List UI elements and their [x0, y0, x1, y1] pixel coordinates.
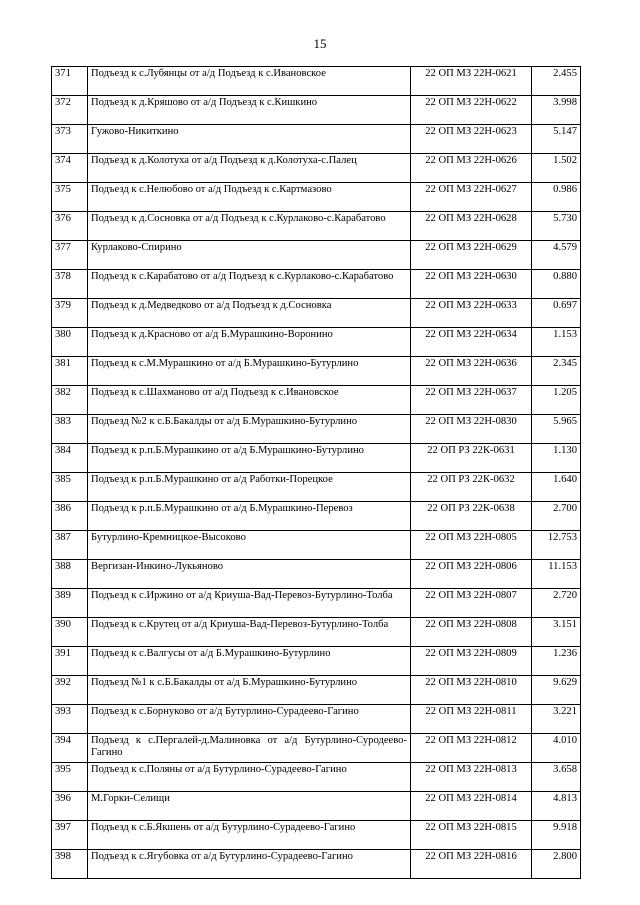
road-id-code-cell: 22 ОП МЗ 22Н-0621	[411, 67, 532, 96]
table-row	[52, 125, 581, 154]
road-length-cell: 1.502	[532, 154, 581, 183]
road-name-cell: Подъезд к д.Колотуха от а/д Подъезд к д.Колотуха-с.Палец	[88, 154, 411, 183]
road-length-cell: 3.658	[532, 763, 581, 792]
road-number-cell: 376	[52, 212, 88, 241]
road-name-cell: Подъезд к р.п.Б.Мурашкино от а/д Б.Мурашкино-Перевоз	[88, 502, 411, 531]
road-number-cell: 396	[52, 792, 88, 821]
road-number-cell: 395	[52, 763, 88, 792]
road-id-code-cell: 22 ОП МЗ 22Н-0634	[411, 328, 532, 357]
road-length-cell: 2.720	[532, 589, 581, 618]
road-length-cell: 1.236	[532, 647, 581, 676]
road-number-cell: 393	[52, 705, 88, 734]
road-id-code-cell: 22 ОП МЗ 22Н-0626	[411, 154, 532, 183]
road-name-cell: Гужово-Никиткино	[88, 125, 411, 154]
road-number-cell: 372	[52, 96, 88, 125]
road-length-cell: 1.153	[532, 328, 581, 357]
road-name-cell: Подъезд к с.Ягубовка от а/д Бутурлино-Сурадеево-Гагино	[88, 850, 411, 879]
table-row	[52, 357, 581, 386]
road-length-cell: 4.579	[532, 241, 581, 270]
road-name-cell: Подъезд к с.Иржино от а/д Криуша-Вад-Перевоз-Бутурлино-Толба	[88, 589, 411, 618]
table-row	[52, 792, 581, 821]
road-name-cell: Подъезд к с.Пергалей-д.Малиновка от а/д Бутурлино-Суродеево-Гагино	[88, 734, 411, 763]
road-length-cell: 2.345	[532, 357, 581, 386]
table-row	[52, 734, 581, 763]
road-name-cell: Подъезд к с.Карабатово от а/д Подъезд к с.Курлаково-с.Карабатово	[88, 270, 411, 299]
road-length-cell: 0.880	[532, 270, 581, 299]
road-length-cell: 9.918	[532, 821, 581, 850]
road-number-cell: 371	[52, 67, 88, 96]
road-id-code-cell: 22 ОП РЗ 22К-0631	[411, 444, 532, 473]
road-number-cell: 386	[52, 502, 88, 531]
road-name-cell: Подъезд к с.Нелюбово от а/д Подъезд к с.Картмазово	[88, 183, 411, 212]
road-length-cell: 4.010	[532, 734, 581, 763]
road-number-cell: 384	[52, 444, 88, 473]
road-id-code-cell: 22 ОП МЗ 22Н-0815	[411, 821, 532, 850]
road-name-cell: Подъезд к с.Лубянцы от а/д Подъезд к с.Ивановское	[88, 67, 411, 96]
road-id-code-cell: 22 ОП МЗ 22Н-0830	[411, 415, 532, 444]
table-row	[52, 705, 581, 734]
table-row	[52, 502, 581, 531]
table-row	[52, 473, 581, 502]
road-number-cell: 380	[52, 328, 88, 357]
road-length-cell: 3.998	[532, 96, 581, 125]
road-length-cell: 2.700	[532, 502, 581, 531]
road-id-code-cell: 22 ОП РЗ 22К-0632	[411, 473, 532, 502]
table-row	[52, 328, 581, 357]
road-length-cell: 4.813	[532, 792, 581, 821]
road-number-cell: 391	[52, 647, 88, 676]
table-row	[52, 96, 581, 125]
road-id-code-cell: 22 ОП МЗ 22Н-0636	[411, 357, 532, 386]
road-name-cell: Подъезд к с.Крутец от а/д Криуша-Вад-Перевоз-Бутурлино-Толба	[88, 618, 411, 647]
road-number-cell: 397	[52, 821, 88, 850]
road-id-code-cell: 22 ОП МЗ 22Н-0805	[411, 531, 532, 560]
road-id-code-cell: 22 ОП МЗ 22Н-0628	[411, 212, 532, 241]
table-row	[52, 444, 581, 473]
page-number: 15	[313, 36, 327, 51]
table-row	[52, 676, 581, 705]
table-row	[52, 154, 581, 183]
road-number-cell: 382	[52, 386, 88, 415]
road-id-code-cell: 22 ОП МЗ 22Н-0633	[411, 299, 532, 328]
table-row	[52, 386, 581, 415]
road-id-code-cell: 22 ОП МЗ 22Н-0809	[411, 647, 532, 676]
road-number-cell: 385	[52, 473, 88, 502]
road-number-cell: 373	[52, 125, 88, 154]
road-name-cell: Подъезд к с.Борнуково от а/д Бутурлино-Сурадеево-Гагино	[88, 705, 411, 734]
road-length-cell: 0.697	[532, 299, 581, 328]
road-id-code-cell: 22 ОП МЗ 22Н-0812	[411, 734, 532, 763]
road-name-cell: Подъезд к р.п.Б.Мурашкино от а/д Б.Мурашкино-Бутурлино	[88, 444, 411, 473]
road-number-cell: 381	[52, 357, 88, 386]
road-name-cell: Подъезд к с.Поляны от а/д Бутурлино-Сурадеево-Гагино	[88, 763, 411, 792]
road-id-code-cell: 22 ОП МЗ 22Н-0808	[411, 618, 532, 647]
table-row	[52, 415, 581, 444]
road-name-cell: Подъезд к р.п.Б.Мурашкино от а/д Работки-Порецкое	[88, 473, 411, 502]
road-name-cell: Подъезд к с.Валгусы от а/д Б.Мурашкино-Бутурлино	[88, 647, 411, 676]
road-number-cell: 390	[52, 618, 88, 647]
road-number-cell: 388	[52, 560, 88, 589]
road-id-code-cell: 22 ОП МЗ 22Н-0811	[411, 705, 532, 734]
table-row	[52, 270, 581, 299]
table-row	[52, 299, 581, 328]
road-number-cell: 375	[52, 183, 88, 212]
road-id-code-cell: 22 ОП РЗ 22К-0638	[411, 502, 532, 531]
road-name-cell: Подъезд №1 к с.Б.Бакалды от а/д Б.Мурашкино-Бутурлино	[88, 676, 411, 705]
road-name-cell: Бутурлино-Кремницкое-Высоково	[88, 531, 411, 560]
road-number-cell: 374	[52, 154, 88, 183]
road-length-cell: 3.221	[532, 705, 581, 734]
table-row	[52, 618, 581, 647]
road-name-cell: Подъезд к с.Б.Якшень от а/д Бутурлино-Сурадеево-Гагино	[88, 821, 411, 850]
road-id-code-cell: 22 ОП МЗ 22Н-0810	[411, 676, 532, 705]
road-number-cell: 394	[52, 734, 88, 763]
table-row	[52, 67, 581, 96]
road-length-cell: 1.205	[532, 386, 581, 415]
road-length-cell: 2.455	[532, 67, 581, 96]
roads-table	[51, 66, 581, 879]
road-id-code-cell: 22 ОП МЗ 22Н-0816	[411, 850, 532, 879]
road-length-cell: 1.130	[532, 444, 581, 473]
table-row	[52, 850, 581, 879]
table-row	[52, 589, 581, 618]
road-id-code-cell: 22 ОП МЗ 22Н-0622	[411, 96, 532, 125]
table-row	[52, 241, 581, 270]
road-length-cell: 11.153	[532, 560, 581, 589]
road-id-code-cell: 22 ОП МЗ 22Н-0813	[411, 763, 532, 792]
road-number-cell: 383	[52, 415, 88, 444]
road-id-code-cell: 22 ОП МЗ 22Н-0629	[411, 241, 532, 270]
table-row	[52, 821, 581, 850]
road-name-cell: Подъезд №2 к с.Б.Бакалды от а/д Б.Мурашкино-Бутурлино	[88, 415, 411, 444]
road-length-cell: 5.730	[532, 212, 581, 241]
road-length-cell: 2.800	[532, 850, 581, 879]
road-id-code-cell: 22 ОП МЗ 22Н-0623	[411, 125, 532, 154]
roads-table-body	[52, 67, 581, 879]
road-id-code-cell: 22 ОП МЗ 22Н-0814	[411, 792, 532, 821]
road-number-cell: 387	[52, 531, 88, 560]
table-row	[52, 763, 581, 792]
table-row	[52, 531, 581, 560]
road-number-cell: 378	[52, 270, 88, 299]
road-number-cell: 379	[52, 299, 88, 328]
road-id-code-cell: 22 ОП МЗ 22Н-0806	[411, 560, 532, 589]
road-name-cell: Подъезд к с.М.Мурашкино от а/д Б.Мурашкино-Бутурлино	[88, 357, 411, 386]
road-length-cell: 0.986	[532, 183, 581, 212]
road-length-cell: 5.147	[532, 125, 581, 154]
road-name-cell: Курлаково-Спирино	[88, 241, 411, 270]
road-name-cell: Подъезд к д.Красново от а/д Б.Мурашкино-Воронино	[88, 328, 411, 357]
road-name-cell: Вергизан-Инкино-Лукьяново	[88, 560, 411, 589]
road-length-cell: 5.965	[532, 415, 581, 444]
table-row	[52, 647, 581, 676]
table-row	[52, 560, 581, 589]
road-id-code-cell: 22 ОП МЗ 22Н-0637	[411, 386, 532, 415]
road-id-code-cell: 22 ОП МЗ 22Н-0807	[411, 589, 532, 618]
road-id-code-cell: 22 ОП МЗ 22Н-0627	[411, 183, 532, 212]
road-length-cell: 3.151	[532, 618, 581, 647]
table-row	[52, 183, 581, 212]
road-number-cell: 377	[52, 241, 88, 270]
road-length-cell: 9.629	[532, 676, 581, 705]
road-length-cell: 1.640	[532, 473, 581, 502]
road-id-code-cell: 22 ОП МЗ 22Н-0630	[411, 270, 532, 299]
road-name-cell: М.Горки-Селищи	[88, 792, 411, 821]
road-length-cell: 12.753	[532, 531, 581, 560]
road-number-cell: 398	[52, 850, 88, 879]
table-row	[52, 212, 581, 241]
road-name-cell: Подъезд к д.Кряшово от а/д Подъезд к с.Кишкино	[88, 96, 411, 125]
road-number-cell: 389	[52, 589, 88, 618]
road-number-cell: 392	[52, 676, 88, 705]
road-name-cell: Подъезд к д.Медведково от а/д Подъезд к д.Сосновка	[88, 299, 411, 328]
road-name-cell: Подъезд к д.Сосновка от а/д Подъезд к с.Курлаково-с.Карабатово	[88, 212, 411, 241]
road-name-cell: Подъезд к с.Шахманово от а/д Подъезд к с.Ивановское	[88, 386, 411, 415]
